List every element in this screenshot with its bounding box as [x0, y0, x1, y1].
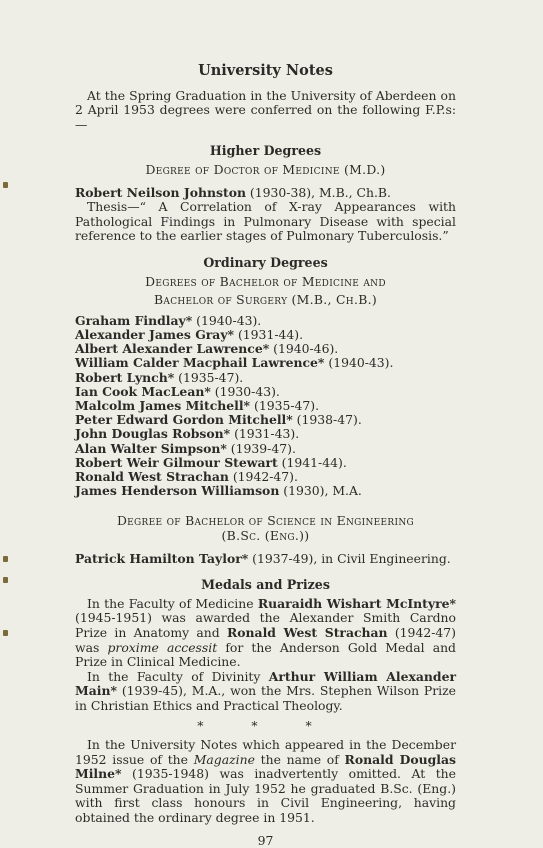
text-run: for the Anderson Gold Medal and Prize in Clinical Medicine. — [75, 639, 456, 670]
graduate-years: (1940-46). — [269, 341, 339, 357]
graduate-years: (1938-47). — [292, 412, 362, 428]
graduate-years: (1931-43). — [230, 426, 300, 442]
md-degree-line: Degree of Doctor of Medicine (M.D.) — [145, 161, 386, 177]
graduate-name: Graham Findlay* — [75, 312, 193, 328]
graduate-name: Ronald West Strachan — [75, 468, 229, 484]
graduate-name: Alexander James Gray* — [75, 326, 235, 342]
bsc-graduate-name: Patrick Hamilton Taylor* — [75, 550, 249, 566]
margin-mark — [3, 556, 8, 562]
graduate-name: Robert Lynch* — [75, 369, 175, 385]
higher-degrees-heading: Higher Degrees — [209, 143, 322, 159]
graduate-years: (1940-43). — [192, 312, 262, 328]
prize-winner-name: Ronald West Strachan — [226, 624, 388, 640]
margin-mark — [3, 630, 8, 636]
list-item — [75, 427, 456, 441]
list-item — [75, 413, 456, 427]
prize-winner-name: Ruaraidh Wishart McIntyre* — [257, 595, 456, 611]
margin-mark — [3, 182, 8, 188]
text-run: In the University Notes which appeared in the December 1952 issue of the — [75, 737, 456, 767]
correction-paragraph — [75, 738, 456, 826]
graduate-years: (1935-47). — [250, 397, 320, 413]
graduate-years: (1941-44). — [277, 454, 347, 470]
list-item — [75, 470, 456, 484]
list-item — [75, 371, 456, 385]
italic-phrase: Magazine — [193, 751, 255, 767]
md-graduate — [75, 186, 456, 201]
graduate-name: William Calder Macphail Lawrence* — [75, 355, 325, 371]
md-graduate-name: Robert Neilson Johnston — [75, 184, 246, 200]
text-run: (1942-47) was — [75, 624, 456, 655]
graduate-years: (1939-47). — [226, 440, 296, 456]
graduate-name: Ian Cook MacLean* — [75, 383, 211, 399]
bsc-degree-line2: (B.Sc. (Eng.)) — [221, 527, 310, 543]
text-run: In the Faculty of Divinity — [87, 668, 269, 684]
graduate-years: (1930-43). — [210, 383, 280, 399]
graduate-list — [75, 314, 456, 499]
text-run: (1939-45), M.A., won the Mrs. Stephen Wilson Prize in Christian Ethics and Practical Theology. — [75, 683, 456, 713]
list-item — [75, 356, 456, 370]
graduate-name: Ronald Douglas Milne* — [75, 751, 456, 782]
bsc-degree-line1: Degree of Bachelor of Science in Engineering — [116, 513, 415, 529]
list-item — [75, 456, 456, 470]
page-number: 97 — [257, 832, 274, 848]
list-item — [75, 314, 456, 328]
graduate-years: (1942-47). — [228, 468, 298, 484]
bsc-graduate — [75, 552, 456, 567]
graduate-name: James Henderson Williamson — [75, 483, 280, 499]
margin-mark — [3, 577, 8, 583]
md-graduate-details: (1930-38), M.B., Ch.B. — [245, 184, 391, 200]
graduate-years: (1940-43). — [324, 355, 394, 371]
graduate-name: John Douglas Robson* — [75, 426, 231, 442]
text-run: (1935-1948) was inadvertently omitted. At the Summer Graduation in July 1952 he graduated B.Sc. (Eng.) with first class honours in Civil Engineering, having obtained the ordinary degree in 1951. — [75, 766, 456, 826]
text-run: (1945-1951) was awarded the Alexander Smith Cardno Prize in Anatomy and — [75, 610, 456, 640]
list-item — [75, 484, 456, 498]
prize-winner-name: Arthur William Alexander Main* — [75, 668, 456, 699]
graduate-years: (1931-44). — [234, 326, 304, 342]
graduate-name: Robert Weir Gilmour Stewart — [75, 454, 278, 470]
italic-phrase: proxime accessit — [107, 639, 218, 655]
graduate-name: Peter Edward Gordon Mitchell* — [75, 412, 293, 428]
section-separator: * * * — [197, 718, 334, 734]
list-item — [75, 399, 456, 413]
graduate-years: (1930), M.A. — [279, 483, 362, 499]
graduate-name: Alan Walter Simpson* — [75, 440, 227, 456]
graduate-years: (1935-47). — [174, 369, 244, 385]
intro-paragraph: At the Spring Graduation in the University of Aberdeen on 2 April 1953 degrees were conferred on the following F.P.s:— — [75, 87, 456, 132]
graduate-name: Albert Alexander Lawrence* — [75, 341, 270, 357]
medals-prizes-heading: Medals and Prizes — [201, 577, 330, 593]
list-item — [75, 442, 456, 456]
text-run: In the Faculty of Medicine — [87, 595, 258, 611]
list-item — [75, 385, 456, 399]
page-title: University Notes — [198, 62, 333, 79]
text-run: the name of — [254, 751, 345, 767]
graduate-name: Malcolm James Mitchell* — [75, 397, 251, 413]
thesis-paragraph: Thesis—“ A Correlation of X-ray Appearances with Pathological Findings in Pulmonary Disease with special reference to the earlier stages of Pulmonary Tuberculosis.” — [75, 199, 456, 244]
bsc-graduate-details: (1937-49), in Civil Engineering. — [248, 550, 451, 566]
ordinary-degrees-heading: Ordinary Degrees — [203, 254, 328, 270]
mbchb-degree-line2: Bachelor of Surgery (M.B., Ch.B.) — [154, 292, 377, 308]
list-item — [75, 342, 456, 356]
list-item — [75, 328, 456, 342]
mbchb-degree-line1: Degrees of Bachelor of Medicine and — [145, 273, 386, 289]
divinity-prize-paragraph — [75, 670, 456, 714]
medicine-prizes-paragraph — [75, 597, 456, 670]
